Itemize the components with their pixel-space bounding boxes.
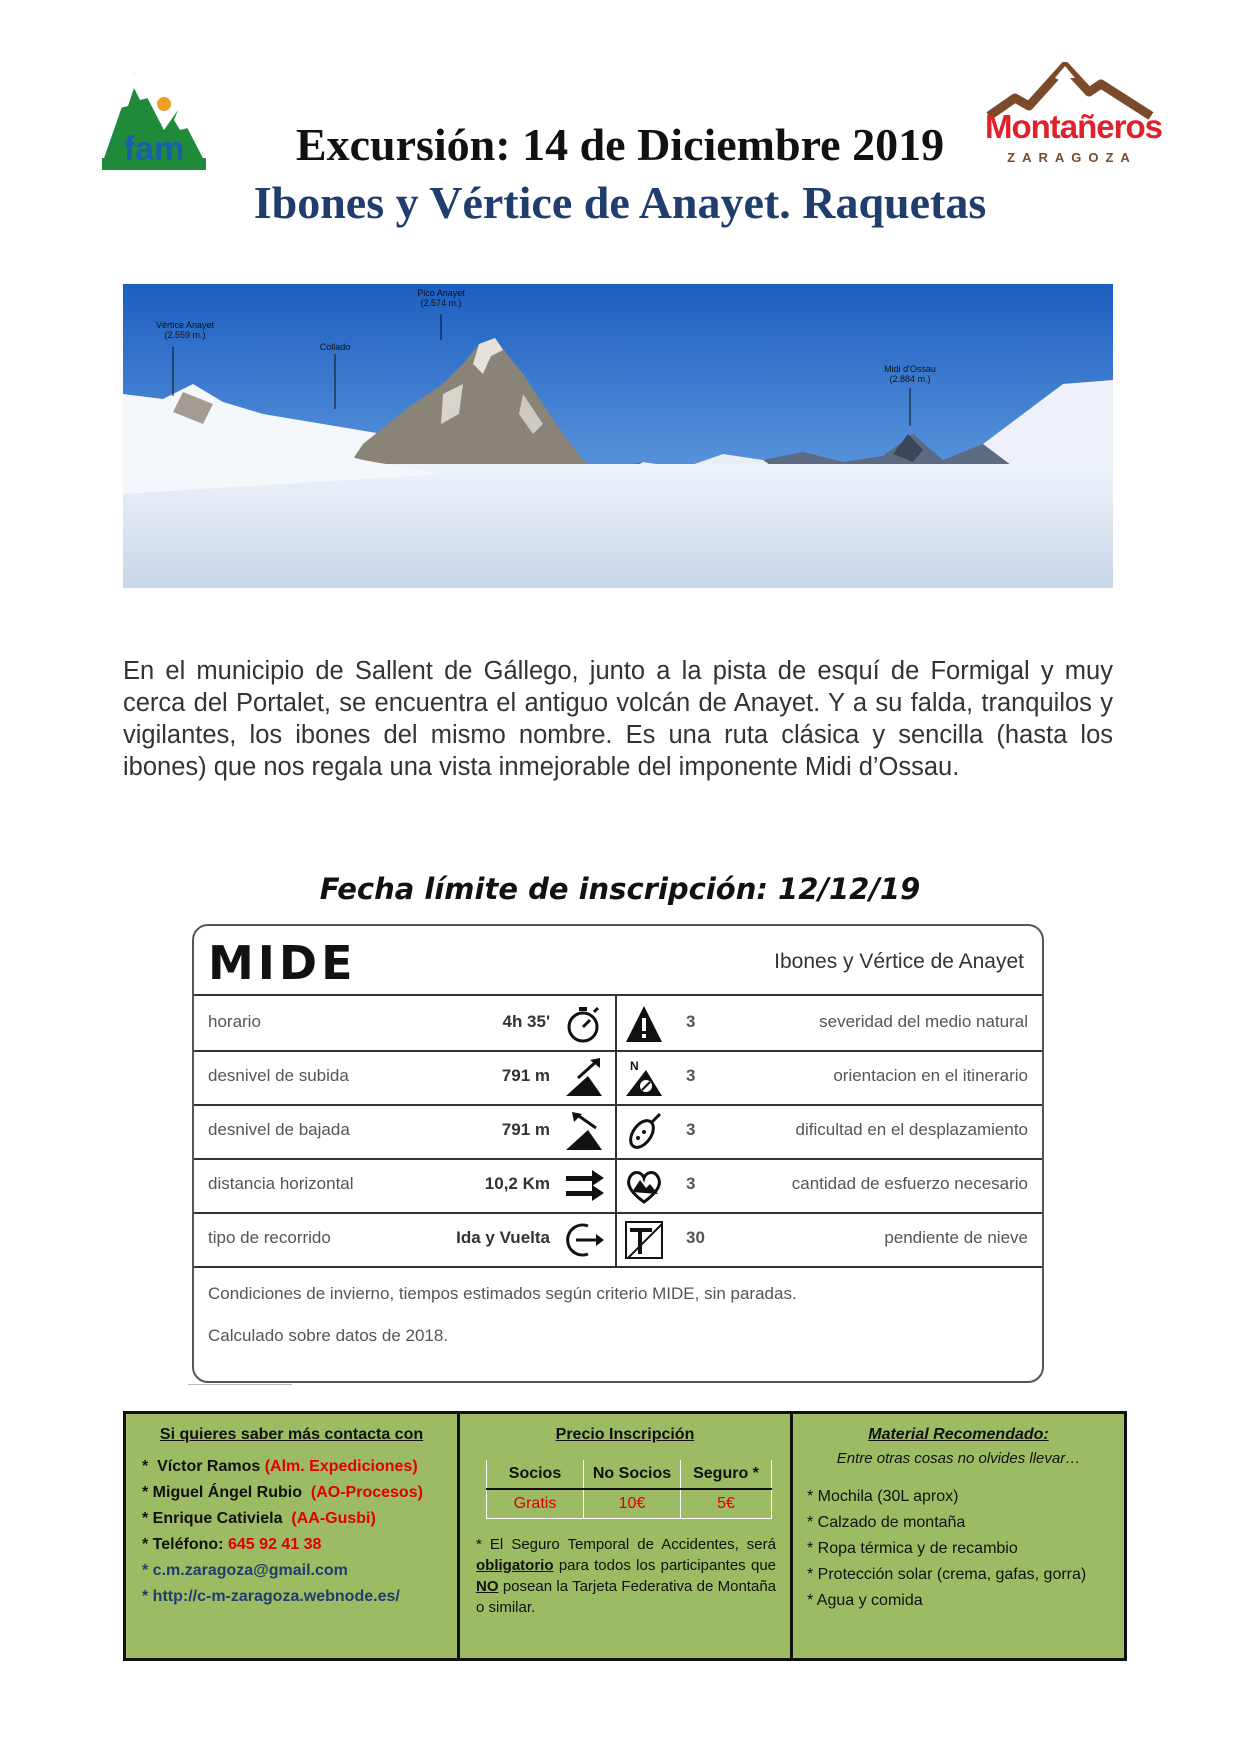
- logo-city-text: ZARAGOZA: [1007, 150, 1137, 165]
- material-subheading: Entre otras cosas no olvides llevar…: [836, 1450, 1081, 1467]
- mide-score: 3: [686, 1120, 696, 1139]
- mide-score: 3: [686, 1174, 696, 1193]
- price-header-members: Socios: [487, 1460, 584, 1489]
- mide-row: [194, 996, 1042, 1052]
- ascent-icon: [564, 1058, 604, 1098]
- contact-person: * Miguel Ángel Rubio (AO-Procesos): [142, 1484, 423, 1501]
- mide-label: tipo de recorrido: [208, 1228, 331, 1247]
- panorama-photo: [123, 284, 1113, 588]
- price-members: Gratis: [487, 1489, 584, 1519]
- mide-score: 3: [686, 1012, 696, 1031]
- mide-label: horario: [208, 1012, 261, 1031]
- mide-row: [194, 1158, 1042, 1214]
- footprint-icon: [624, 1112, 664, 1152]
- contact-person: * Víctor Ramos (Alm. Expediciones): [142, 1458, 418, 1475]
- mide-divider: [615, 1104, 617, 1158]
- pano-label-vertice: Vértice Anayet (2.559 m.): [155, 320, 215, 340]
- warning-icon: [624, 1004, 664, 1044]
- contact-phone: * Teléfono: 645 92 41 38: [142, 1536, 322, 1553]
- mide-divider: [615, 996, 617, 1050]
- mide-label: desnivel de bajada: [208, 1120, 350, 1139]
- material-item: * Protección solar (crema, gafas, gorra): [807, 1566, 1087, 1583]
- mide-divider: [615, 1212, 617, 1266]
- descent-icon: [564, 1112, 604, 1152]
- contact-person: * Enrique Cativiela (AA-Gusbi): [142, 1510, 376, 1527]
- price-heading: Precio Inscripción: [555, 1426, 695, 1443]
- mide-row: [194, 1104, 1042, 1160]
- mide-value: 791 m: [501, 1066, 550, 1085]
- insurance-note: * El Seguro Temporal de Accidentes, será obligatorio para todos los participantes que NO posean la Tarjeta Federativa de Montaña o similar.: [476, 1536, 776, 1616]
- contact-column: [126, 1414, 460, 1658]
- price-header-insurance: Seguro *: [681, 1460, 772, 1489]
- mide-value: Ida y Vuelta: [456, 1228, 550, 1247]
- round-trip-icon: [564, 1220, 604, 1260]
- mide-value: 4h 35': [502, 1012, 550, 1031]
- contact-heading: Si quieres saber más contacta con: [159, 1426, 424, 1443]
- price-header-non-members: No Socios: [584, 1460, 681, 1489]
- registration-deadline: Fecha límite de inscripción: 12/12/19: [319, 872, 921, 906]
- ice-axe-slope-icon: [624, 1220, 664, 1260]
- material-item: * Ropa térmica y de recambio: [807, 1540, 1018, 1557]
- material-column: [793, 1414, 1124, 1658]
- logo-brand-text: Montañeros: [985, 108, 1163, 145]
- material-heading: Material Recomendado:: [868, 1426, 1049, 1443]
- mide-value: 10,2 Km: [484, 1174, 550, 1193]
- page-subtitle: Ibones y Vértice de Anayet. Raquetas: [253, 177, 987, 228]
- mide-score: 3: [686, 1066, 696, 1085]
- stopwatch-icon: [564, 1004, 604, 1044]
- mide-criterion: dificultad en el desplazamiento: [795, 1120, 1028, 1139]
- mide-score: 30: [686, 1228, 705, 1247]
- mide-note-conditions: Condiciones de invierno, tiempos estimados según criterio MIDE, sin paradas.: [208, 1284, 797, 1303]
- mide-label: desnivel de subida: [208, 1066, 349, 1085]
- contact-email[interactable]: * c.m.zaragoza@gmail.com: [142, 1562, 348, 1579]
- material-item: * Calzado de montaña: [807, 1514, 966, 1531]
- heart-effort-icon: [624, 1166, 664, 1206]
- mide-label: distancia horizontal: [208, 1174, 354, 1193]
- svg-text:fam: fam: [123, 130, 185, 168]
- mide-card: [192, 924, 1044, 1383]
- mide-logo: MIDE: [208, 936, 357, 990]
- price-non-members: 10€: [584, 1489, 681, 1519]
- compass-orientation-icon: [624, 1058, 664, 1098]
- mide-value: 791 m: [501, 1120, 550, 1139]
- price-column: [460, 1414, 793, 1658]
- distance-arrows-icon: [564, 1166, 604, 1206]
- route-description: En el municipio de Sallent de Gállego, junto a la pista de esquí de Formigal y muy cerca del Portalet, se encuentra el antiguo volcán de Anayet. Y a su falda, tranquilos y vigilantes, los ibones del mismo nombre. Es una ruta clásica y sencilla (hasta los ibones) que nos regala una vista inmejorable del imponente Midi d’Ossau.: [123, 657, 1113, 781]
- mide-criterion: pendiente de nieve: [884, 1228, 1028, 1247]
- svg-text:N: N: [630, 1059, 639, 1073]
- mide-route-name: Ibones y Vértice de Anayet: [774, 950, 1024, 973]
- divider: [188, 1384, 292, 1385]
- info-box: [123, 1411, 1127, 1661]
- mide-divider: [615, 1050, 617, 1104]
- mide-row: [194, 1212, 1042, 1268]
- mide-criterion: cantidad de esfuerzo necesario: [791, 1174, 1028, 1193]
- page-title: Excursión: 14 de Diciembre 2019: [295, 119, 945, 170]
- pano-label-pico: Pico Anayet (2.574 m.): [417, 288, 465, 308]
- material-item: * Agua y comida: [807, 1592, 923, 1609]
- price-insurance: 5€: [681, 1489, 772, 1519]
- price-table: [486, 1460, 772, 1519]
- mide-note-data-year: Calculado sobre datos de 2018.: [208, 1326, 449, 1345]
- mide-criterion: orientacion en el itinerario: [833, 1066, 1028, 1085]
- mide-header: [194, 926, 1042, 996]
- mide-row: [194, 1050, 1042, 1106]
- mide-criterion: severidad del medio natural: [819, 1012, 1028, 1031]
- mide-divider: [615, 1158, 617, 1212]
- contact-website[interactable]: * http://c-m-zaragoza.webnode.es/: [142, 1588, 400, 1605]
- pano-label-midi: Midi d'Ossau (2.884 m.): [884, 364, 936, 384]
- pano-label-collado: Collado: [319, 342, 351, 352]
- material-item: * Mochila (30L aprox): [807, 1488, 959, 1505]
